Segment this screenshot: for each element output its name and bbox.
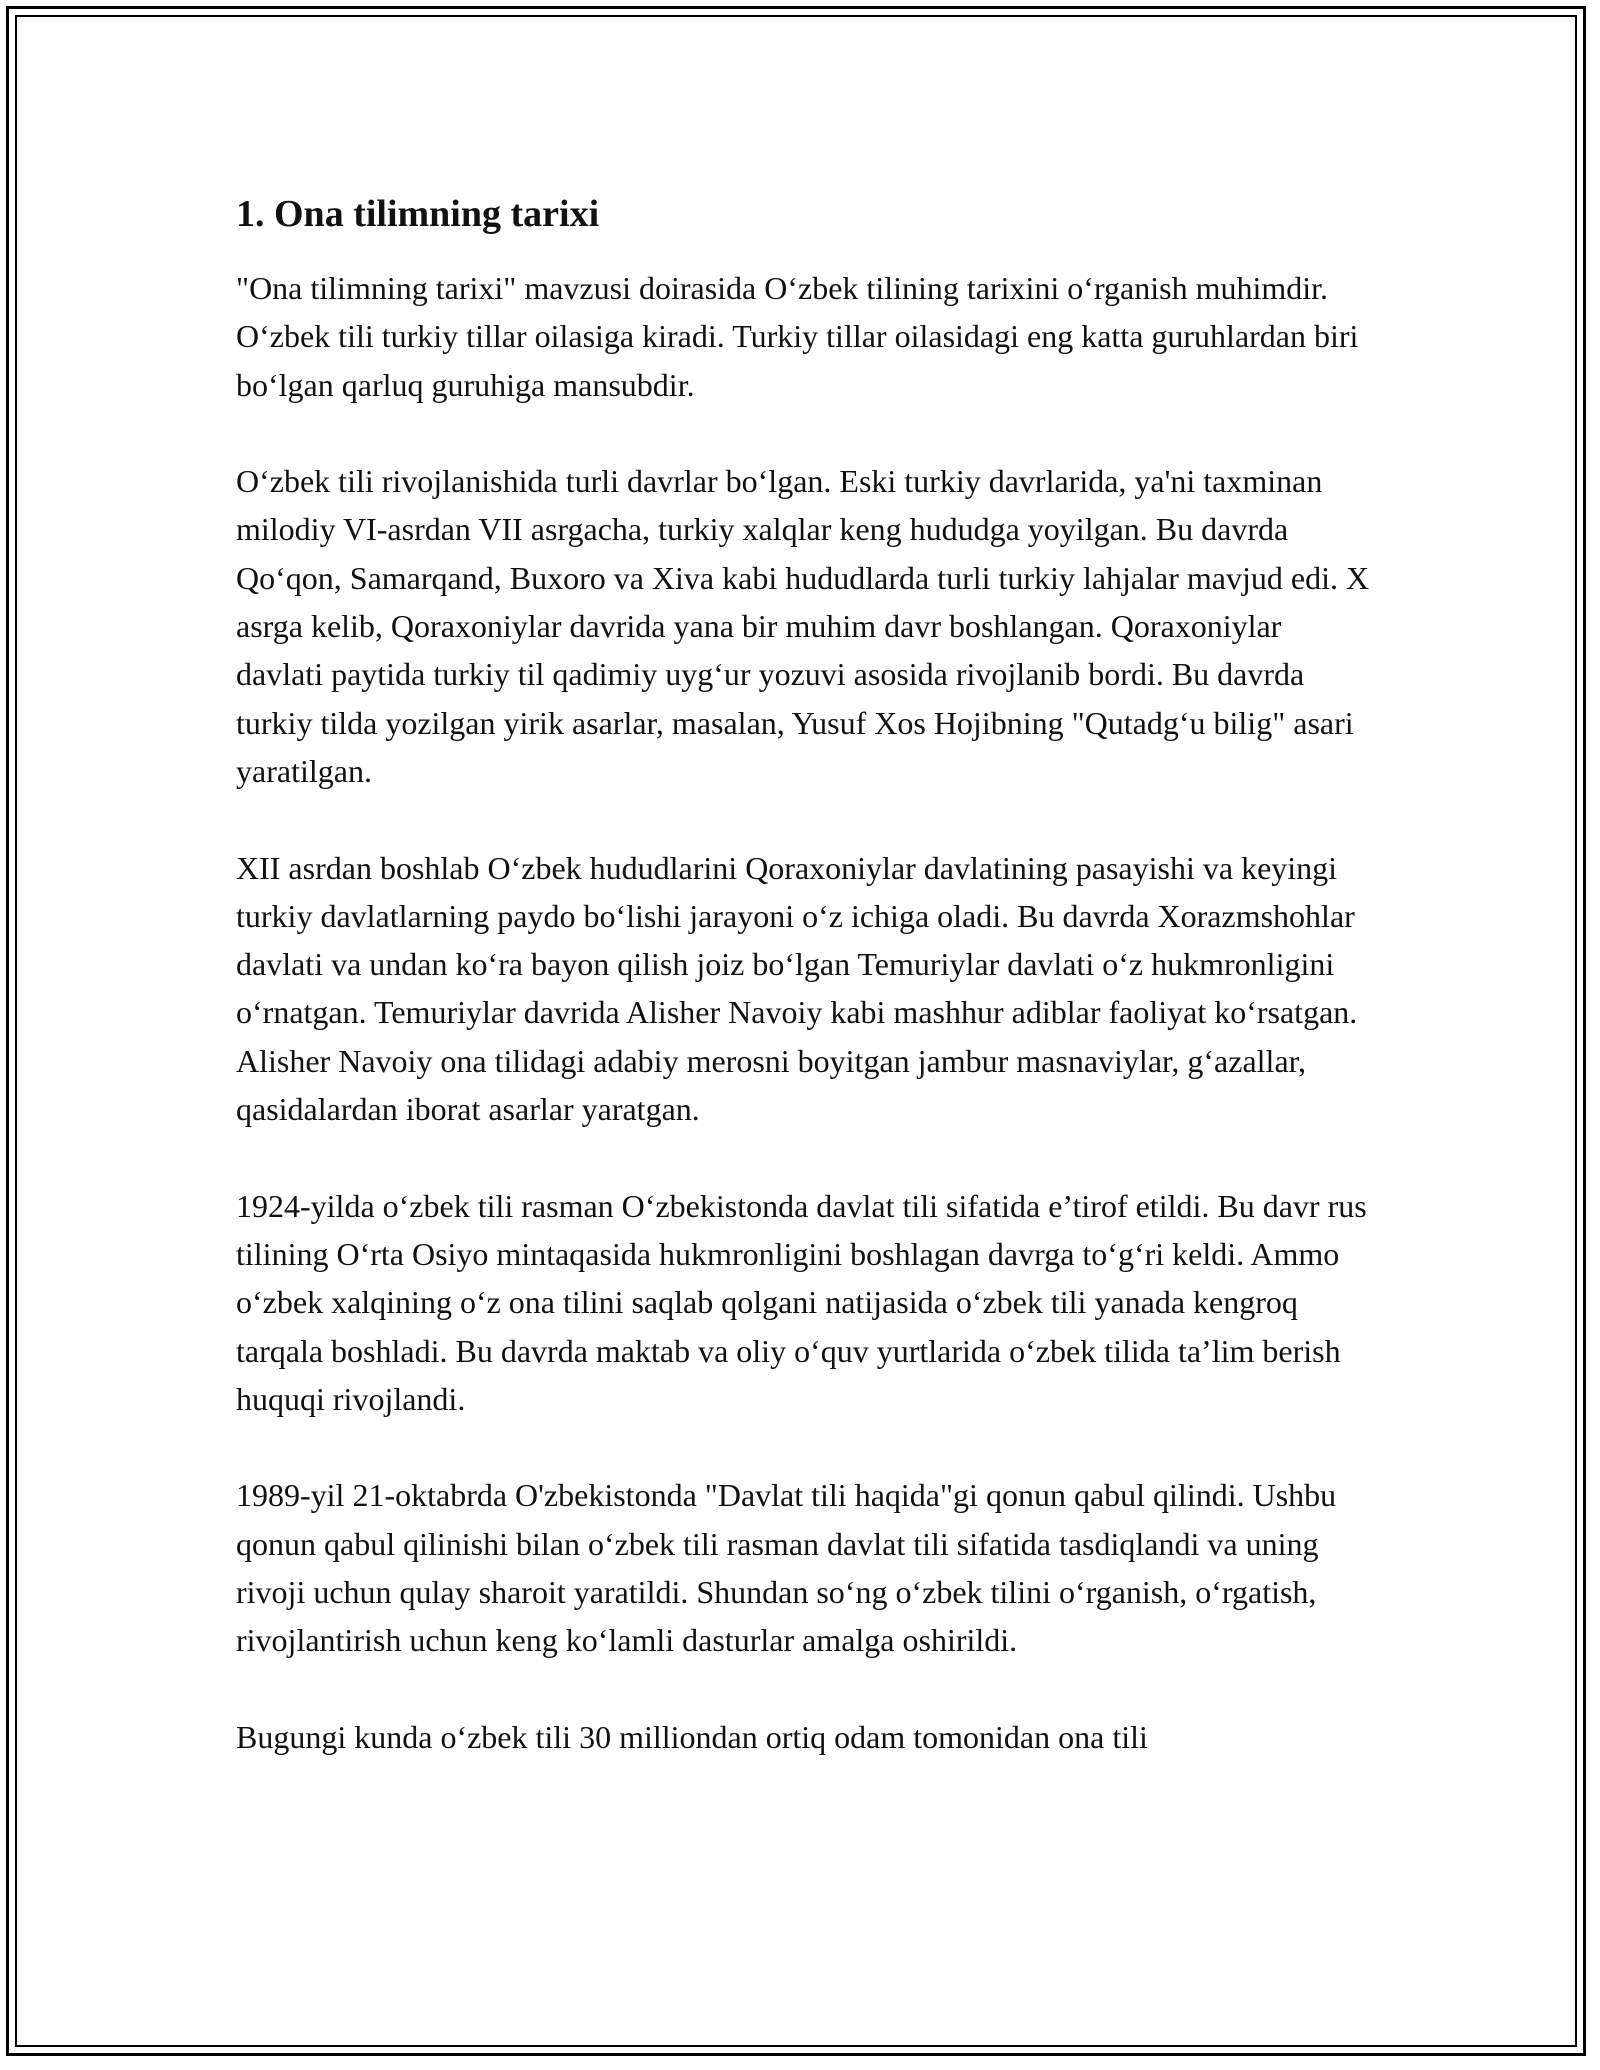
paragraph-xii-century: XII asrdan boshlab O‘zbek hududlarini Qoraxoniylar davlatining pasayishi va keyingi turkiy davlatlarning paydo bo‘lishi jarayoni o‘z ichiga oladi. Bu davrda Xorazmshohlar davlati va undan ko‘ra bayon qilish joiz bo‘lgan Temuriylar davlati o‘z hukmronligini o‘rnatgan. Temuriylar davrida Alisher Navoiy kabi mashhur adiblar faoliyat ko‘rsatgan. Alisher Navoiy ona tilidagi adabiy merosni boyitgan jambur masnaviylar, g‘azallar, qasidalardan iborat asarlar yaratgan.: [236, 849, 1358, 1128]
paragraph-early-periods: O‘zbek tili rivojlanishida turli davrlar bo‘lgan. Eski turkiy davrlarida, ya'ni taxminan milodiy VI-asrdan VII asrgacha, turkiy xalqlar keng hududga yoyilgan. Bu davrda Qo‘qon, Samarqand, Buxoro va Xiva kabi hududlarda turli turkiy lahjalar mavjud edi. X asrga kelib, Qoraxoniylar davrida yana bir muhim davr boshlangan. Qoraxoniylar davlati paytida turkiy til qadimiy uyg‘ur yozuvi asosida rivojlanib bordi. Bu davrda turkiy tilda yozilgan yirik asarlar, masalan, Yusuf Xos Hojibning "Qutadg‘u bilig" asari yaratilgan.: [236, 463, 1370, 789]
document-body: [236, 186, 1376, 1810]
paragraph-today: Bugungi kunda o‘zbek tili 30 milliondan ortiq odam tomonidan ona tili: [236, 1718, 1148, 1755]
paragraph-1989: 1989-yil 21-oktabrda O'zbekistonda "Davlat tili haqida"gi qonun qabul qilindi. Ushbu qonun qabul qilinishi bilan o‘zbek tili rasman davlat tili sifatida tasdiqlandi va uning rivoji uchun qulay sharoit yaratildi. Shundan so‘ng o‘zbek tilini o‘rganish, o‘rgatish, rivojlantirish uchun keng ko‘lamli dasturlar amalga oshirildi.: [236, 1477, 1337, 1659]
paragraph-1924: 1924-yilda o‘zbek tili rasman O‘zbekistonda davlat tili sifatida e’tirof etildi. Bu davr rus tilining O‘rta Osiyo mintaqasida hukmronligini boshlagan davrga to‘g‘ri keldi. Ammo o‘zbek xalqining o‘z ona tilini saqlab qolgani natijasida o‘zbek tili yanada kengroq tarqala boshladi. Bu davrda maktab va oliy o‘quv yurtlarida o‘zbek tilida ta’lim berish huquqi rivojlandi.: [236, 1187, 1367, 1417]
paragraph-intro: "Ona tilimning tarixi" mavzusi doirasida O‘zbek tilining tarixini o‘rganish muhimdir. O‘zbek tili turkiy tillar oilasiga kiradi. Turkiy tillar oilasidagi eng katta guruhlardan biri bo‘lgan qarluq guruhiga mansubdir.: [236, 270, 1359, 403]
section-heading: 1. Ona tilimning tarixi: [236, 193, 600, 235]
